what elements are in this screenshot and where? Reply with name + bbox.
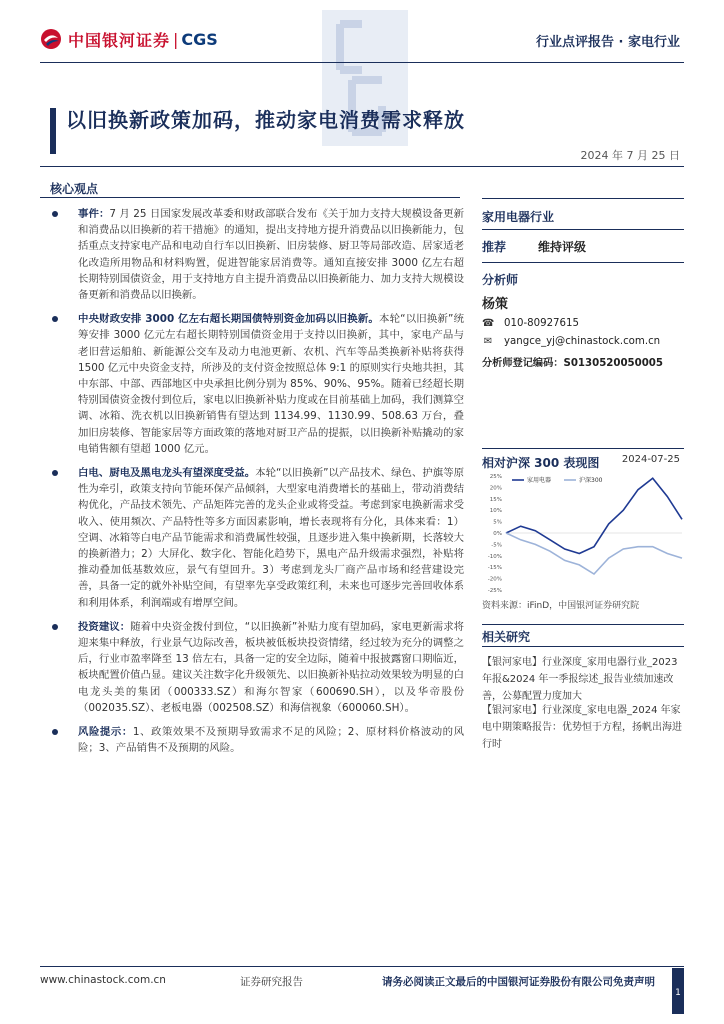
- bullet-icon: [52, 729, 58, 735]
- y-tick-label: -15%: [487, 565, 502, 572]
- document-type: 行业点评报告 · 家电行业: [536, 35, 680, 50]
- sidebar-rule: [482, 646, 684, 647]
- sidebar-rule: [482, 262, 684, 263]
- page-number: 1: [675, 988, 681, 998]
- y-tick-label: -10%: [487, 553, 502, 560]
- analyst-name: 杨策: [482, 297, 509, 312]
- sidebar-rule: [482, 448, 684, 449]
- bullet-icon: [52, 211, 58, 217]
- series-line-industry: [506, 478, 682, 553]
- bullet-icon: [52, 624, 58, 630]
- related-heading: 相关研究: [482, 630, 531, 644]
- brand-en: CGS: [181, 29, 218, 49]
- rating-label: 推荐: [482, 240, 507, 254]
- brand-separator: |: [173, 29, 179, 49]
- bullet-icon: [52, 316, 58, 322]
- rating-value: 维持评级: [538, 240, 587, 254]
- legend-label: 沪深300: [579, 477, 603, 484]
- paragraph-event: [52, 206, 464, 303]
- report-title: 以旧换新政策加码，推动家电消费需求释放: [66, 108, 465, 132]
- bullet-icon: [52, 470, 58, 476]
- footer-website[interactable]: www.chinastock.com.cn: [40, 974, 166, 986]
- footer-dept: 证券研究报告: [240, 976, 303, 988]
- performance-chart: [482, 470, 684, 596]
- y-tick-label: -20%: [487, 576, 502, 583]
- brand-logo-icon: [40, 28, 62, 50]
- title-divider: [40, 166, 684, 167]
- industry-label: 家用电器行业: [482, 210, 555, 224]
- y-tick-label: -5%: [491, 542, 502, 549]
- chart-date: 2024-07-25: [621, 454, 680, 465]
- chart-heading: 相对沪深 300 表现图: [482, 456, 600, 470]
- brand-name: 中国银河证券: [68, 30, 171, 50]
- paragraph-text: 随着中央资金拨付到位，“以旧换新”补贴力度有望加码，家电更新需求将迎来集中释放，行业景气边际改善，板块被低板块投资情绪，经过较为充分的调整之后，行业市盈率降至 13 倍左右，具备一定的安全边际，随着中报披露窗口期临近，板块配置价值凸显。建议关注数字化升级领先、以旧换新补贴拉动效果较为明显的白电龙头美的集团（000333.SZ）和海尔智家（600690.SH），以及华帝股份（002035.SZ）、老板电器（002508.SZ）和海信视象（600060.SH）。: [78, 620, 465, 714]
- y-tick-label: -25%: [487, 588, 502, 594]
- y-tick-label: 20%: [489, 485, 502, 492]
- analyst-phone: [482, 318, 579, 329]
- sidebar-rule: [482, 229, 684, 230]
- analyst-email[interactable]: [482, 336, 660, 347]
- paragraph-keyword: 投资建议：: [78, 620, 131, 633]
- core-points-heading: 核心观点: [50, 182, 99, 196]
- paragraph-investment: [52, 619, 464, 716]
- sidebar-top-rule: [482, 198, 684, 199]
- analyst-heading: 分析师: [482, 273, 519, 287]
- title-accent-bar: [50, 108, 56, 154]
- paragraph-keyword: 中央财政安排 3000 亿左右超长期国债特别资金加码以旧换新。: [78, 313, 379, 326]
- series-line-index: [506, 533, 682, 574]
- brand: [40, 22, 218, 56]
- related-item[interactable]: 【银河家电】行业深度_家电电器_2024 年家电中期策略报告：优势恒于方程，扬帆出海进行时: [482, 705, 682, 750]
- paragraph-keyword: 白电、厨电及黑电龙头有望深度受益。: [78, 467, 256, 480]
- main-content: [52, 206, 464, 765]
- y-tick-label: 25%: [489, 474, 502, 480]
- mail-icon: ✉: [483, 336, 493, 347]
- header-divider: [40, 62, 684, 63]
- legend-label: 家用电器: [527, 477, 552, 484]
- y-tick-label: 10%: [489, 508, 502, 515]
- paragraph-text: 1、政策效果不及预期导致需求不足的风险；2、原材料价格波动的风险；3、产品销售不及预期的风险。: [78, 726, 465, 755]
- paragraph-text: 本轮“以旧换新”以产品技术、绿色、护旗等原性为牵引，政策支持向节能环保产品倾斜，大型家电消费增长的基础上，带动消费结构优化，产品技术领先、产品矩阵完善的龙头企业或将受益。考虑到家电换新需求受收入、使用频次、产品特性等多方面因素影响，增长表现将有分化，具体来看：1）空调、冰箱等白电产品节能需求和消费属性较强，且逐步进入集中换新期，长落较大的换新潜力；2）大屏化、数字化、智能化趋势下，黑电产品升级需求强烈，补贴将推动叠加低基数效应，景气有望回升。3）考虑到龙头厂商产品市场和经营建设完善，具备一定的就外补贴空间，有望率先享受政策红利，未来也可逐步完善回收体系和利用体系，利润端或有增厚空间。: [78, 467, 465, 609]
- y-tick-label: 0%: [493, 531, 502, 537]
- paragraph-funding: [52, 311, 464, 457]
- footer-divider: [40, 966, 684, 967]
- paragraph-keyword: 事件：: [78, 208, 110, 220]
- paragraph-text: 本轮“以旧换新”统筹安排 3000 亿元左右超长期特别国债资金用于支持以旧换新，其中，家电产品与老旧营运船舶、新能源公交车及动力电池更新、农机、汽车等品类换新补贴将获得 1500 亿元中央资金支持，所涉及的支付资金按照总体 9:1 的原则实行央地共担，其中东部、中部、西部地区中央承担比例分别为 85%、90%、95%。随着已经超长期特别国债资金拨付到位后，家电以旧换新补贴力度或在目前基础上加码，我们测算空调、冰箱、洗衣机以旧换新销售有望达到 1134.99、1130.99、508.63 万台，叠加旧房装修、智能家居等方面政策的落地对厨卫产品的提振，以旧换新补贴撬动的家电销售额有望超 1000 亿元。: [78, 313, 465, 455]
- footer-disclaimer: 请务必阅读正文最后的中国银河证券股份有限公司免责声明: [382, 976, 655, 988]
- phone-icon: ☎: [482, 318, 495, 329]
- report-date: 2024 年 7 月 25 日: [580, 149, 680, 162]
- paragraph-risk: [52, 724, 464, 756]
- sidebar-rule: [482, 624, 684, 625]
- paragraph-keyword: 风险提示：: [78, 726, 133, 739]
- analyst-registration: 分析师登记编码：S0130520050005: [482, 358, 663, 369]
- chart-source: 资料来源：iFinD，中国银河证券研究院: [482, 601, 640, 611]
- core-divider: [40, 197, 460, 198]
- email-address[interactable]: yangce_yj@chinastock.com.cn: [504, 336, 661, 347]
- related-item[interactable]: 【银河家电】行业深度_家用电器行业_2023 年报&2024 年一季报综述_报告业绩加速改善，公募配置力度加大: [482, 657, 678, 702]
- paragraph-leaders: [52, 465, 464, 611]
- y-tick-label: 5%: [493, 519, 502, 526]
- y-tick-label: 15%: [489, 496, 502, 503]
- phone-number: 010-80927615: [504, 318, 579, 329]
- paragraph-text: 7 月 25 日国家发展改革委和财政部联合发布《关于加力支持大规模设备更新和消费品以旧换新的若干措施》的通知，提出支持地方提升消费品以旧换新能力，包括重点支持家电产品和电动自行车以旧换新、旧房装修、厨卫等局部改造、居家适老化改造所用物品和材料购置，促进智能家居消费等。通知直接安排 3000 亿左右超长期特别国债资金，用于支持地方自主提升消费品以旧换新能力、加力支持大规模设备更新和消费品以旧换新。: [78, 208, 464, 302]
